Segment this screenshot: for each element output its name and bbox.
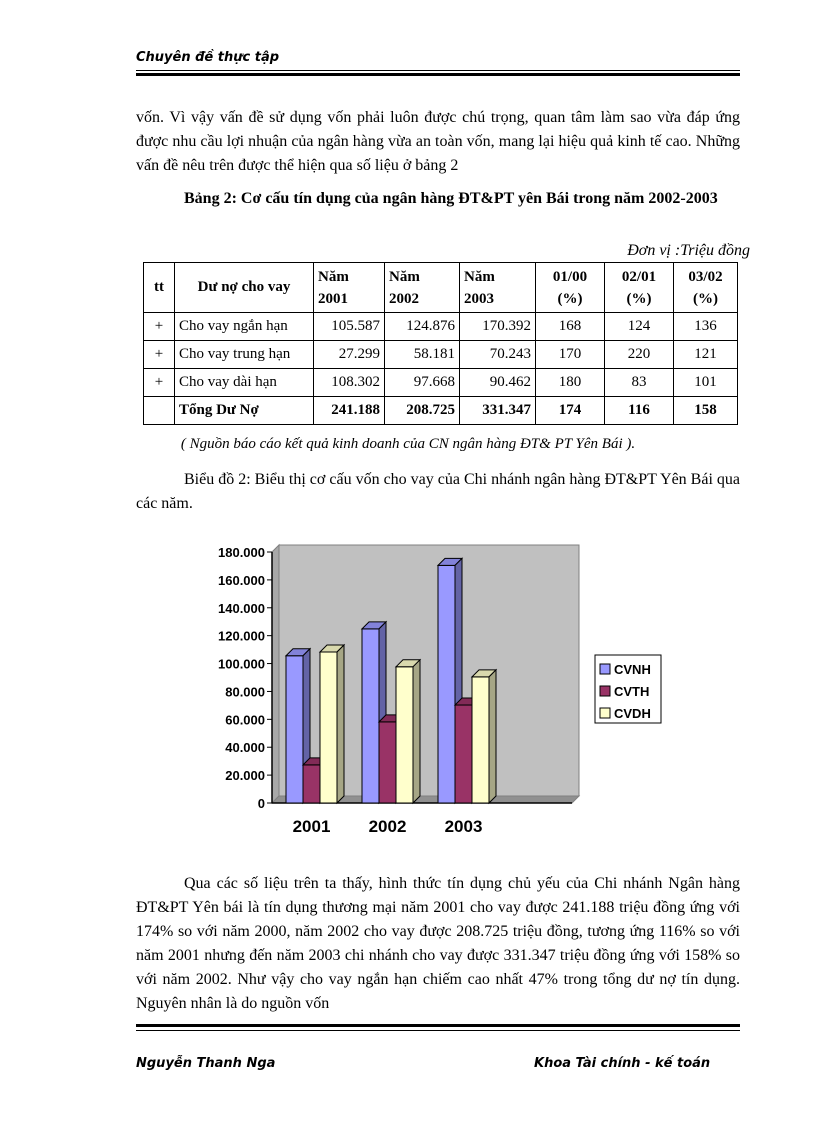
bar-cvth-2002 (379, 722, 396, 803)
table-header-row (144, 263, 738, 313)
intro-paragraph: vốn. Vì vậy vấn đề sử dụng vốn phải luôn được chú trọng, quan tâm làm sao vừa đáp ứng được nhu cầu lợi nhuận của ngân hàng vừa an toàn vốn, mang lại hiệu quả kinh tế cao. Những vấn đề nêu trên được thể hiện qua số liệu ở bảng 2 (136, 109, 740, 174)
y-tick-label: 160.000 (218, 572, 265, 588)
table-row (144, 313, 738, 341)
header-2002: Năm 2002 (385, 263, 460, 313)
footer-rule-thin (136, 1030, 740, 1031)
cell-2001: 241.188 (314, 397, 385, 425)
y-tick-label: 60.000 (225, 712, 265, 728)
footer-rule-thick (136, 1024, 740, 1027)
cell-ratio-2: 116 (605, 397, 674, 425)
loan-structure-chart (200, 535, 680, 845)
bar-side-cvdh-2003 (489, 670, 496, 803)
legend-label-cvth: CVTH (614, 684, 650, 699)
credit-structure-table (143, 262, 738, 425)
cell-ratio-2: 124 (605, 313, 674, 341)
cell-2002: 58.181 (385, 341, 460, 369)
cell-2002: 208.725 (385, 397, 460, 425)
cell-2001: 27.299 (314, 341, 385, 369)
header-2001: Năm 2001 (314, 263, 385, 313)
header-ratio-03-02: 03/02 (%) (674, 263, 738, 313)
table-row (144, 369, 738, 397)
cell-tt: + (144, 369, 175, 397)
y-tick-label: 100.000 (218, 656, 265, 672)
analysis-paragraph: Qua các số liệu trên ta thấy, hình thức tín dụng chủ yếu của Chi nhánh Ngân hàng ĐT&PT Yên bái là tín dụng thương mại năm 2001 cho vay được 241.188 triệu đồng ứng với 174% so với năm 2000, năm 2002 cho vay được 208.725 triệu đồng, tương ứng 116% so với năm 2001 nhưng đến năm 2003 chi nhánh cho vay được 331.347 triệu đồng ứng với 158% so với năm 2002. Như vậy cho vay ngắn hạn chiếm cao nhất 47% trong tổng dư nợ tín dụng. Nguyên nhân là do nguồn vốn (136, 875, 740, 1012)
bar-cvdh-2002 (396, 667, 413, 803)
bar-side-cvdh-2002 (413, 660, 420, 803)
header-rule-thin (136, 70, 740, 71)
bar-side-cvdh-2001 (337, 645, 344, 803)
table-unit: Đơn vị :Triệu đồng (627, 242, 750, 259)
header-2003: Năm 2003 (460, 263, 536, 313)
bar-cvdh-2001 (320, 652, 337, 803)
y-tick-label: 20.000 (225, 768, 265, 784)
y-tick-label: 0 (257, 796, 265, 811)
y-tick-label: 40.000 (225, 740, 265, 756)
footer-faculty: Khoa Tài chính - kế toán (534, 1056, 711, 1071)
cell-tt (144, 397, 175, 425)
header-du-no: Dư nợ cho vay (175, 263, 314, 313)
cell-2001: 105.587 (314, 313, 385, 341)
plot-side-wall (272, 545, 279, 803)
legend-swatch-cvth (600, 686, 610, 696)
cell-ratio-3: 101 (674, 369, 738, 397)
bar-cvnh-2003 (438, 565, 455, 803)
cell-2002: 97.668 (385, 369, 460, 397)
header-rule-thick (136, 73, 740, 76)
cell-name: Cho vay ngắn hạn (175, 313, 314, 341)
bar-cvth-2003 (455, 705, 472, 803)
cell-2003: 331.347 (460, 397, 536, 425)
bar-cvnh-2001 (286, 656, 303, 803)
bar-cvdh-2003 (472, 677, 489, 803)
header-tt: tt (144, 263, 175, 313)
cell-ratio-1: 180 (536, 369, 605, 397)
y-tick-label: 140.000 (218, 600, 265, 616)
header-title: Chuyên đề thực tập (136, 50, 280, 65)
legend-swatch-cvdh (600, 708, 610, 718)
y-tick-label: 80.000 (225, 684, 265, 700)
cell-ratio-2: 220 (605, 341, 674, 369)
chart-caption: Biểu đồ 2: Biểu thị cơ cấu vốn cho vay của Chi nhánh ngân hàng ĐT&PT Yên Bái qua các năm. (136, 471, 740, 512)
cell-2001: 108.302 (314, 369, 385, 397)
legend-label-cvdh: CVDH (614, 706, 651, 721)
bar-cvnh-2002 (362, 629, 379, 803)
cell-tt: + (144, 341, 175, 369)
table-total-row (144, 397, 738, 425)
legend-label-cvnh: CVNH (614, 662, 651, 677)
header-ratio-02-01: 02/01 (%) (605, 263, 674, 313)
x-tick-label-2001: 2001 (292, 817, 331, 836)
cell-ratio-1: 170 (536, 341, 605, 369)
cell-tt: + (144, 313, 175, 341)
cell-ratio-2: 83 (605, 369, 674, 397)
cell-name: Tổng Dư Nợ (175, 397, 314, 425)
cell-name: Cho vay trung hạn (175, 341, 314, 369)
cell-ratio-3: 121 (674, 341, 738, 369)
bar-cvth-2001 (303, 765, 320, 803)
cell-ratio-1: 168 (536, 313, 605, 341)
legend-swatch-cvnh (600, 664, 610, 674)
cell-2003: 90.462 (460, 369, 536, 397)
cell-2003: 70.243 (460, 341, 536, 369)
y-tick-label: 180.000 (218, 545, 265, 560)
header-ratio-01-00: 01/00 (%) (536, 263, 605, 313)
source-note: ( Nguồn báo cáo kết quả kinh doanh của CN ngân hàng ĐT& PT Yên Bái ). (180, 436, 636, 452)
x-tick-label-2002: 2002 (368, 817, 407, 836)
table-caption: Bảng 2: Cơ cấu tín dụng của ngân hàng ĐT&PT yên Bái trong năm 2002-2003 (184, 190, 718, 207)
cell-ratio-1: 174 (536, 397, 605, 425)
cell-2002: 124.876 (385, 313, 460, 341)
cell-2003: 170.392 (460, 313, 536, 341)
x-tick-label-2003: 2003 (444, 817, 483, 836)
cell-ratio-3: 136 (674, 313, 738, 341)
y-tick-label: 120.000 (218, 628, 265, 644)
cell-name: Cho vay dài hạn (175, 369, 314, 397)
table-row (144, 341, 738, 369)
cell-ratio-3: 158 (674, 397, 738, 425)
footer-author: Nguyễn Thanh Nga (136, 1056, 276, 1071)
